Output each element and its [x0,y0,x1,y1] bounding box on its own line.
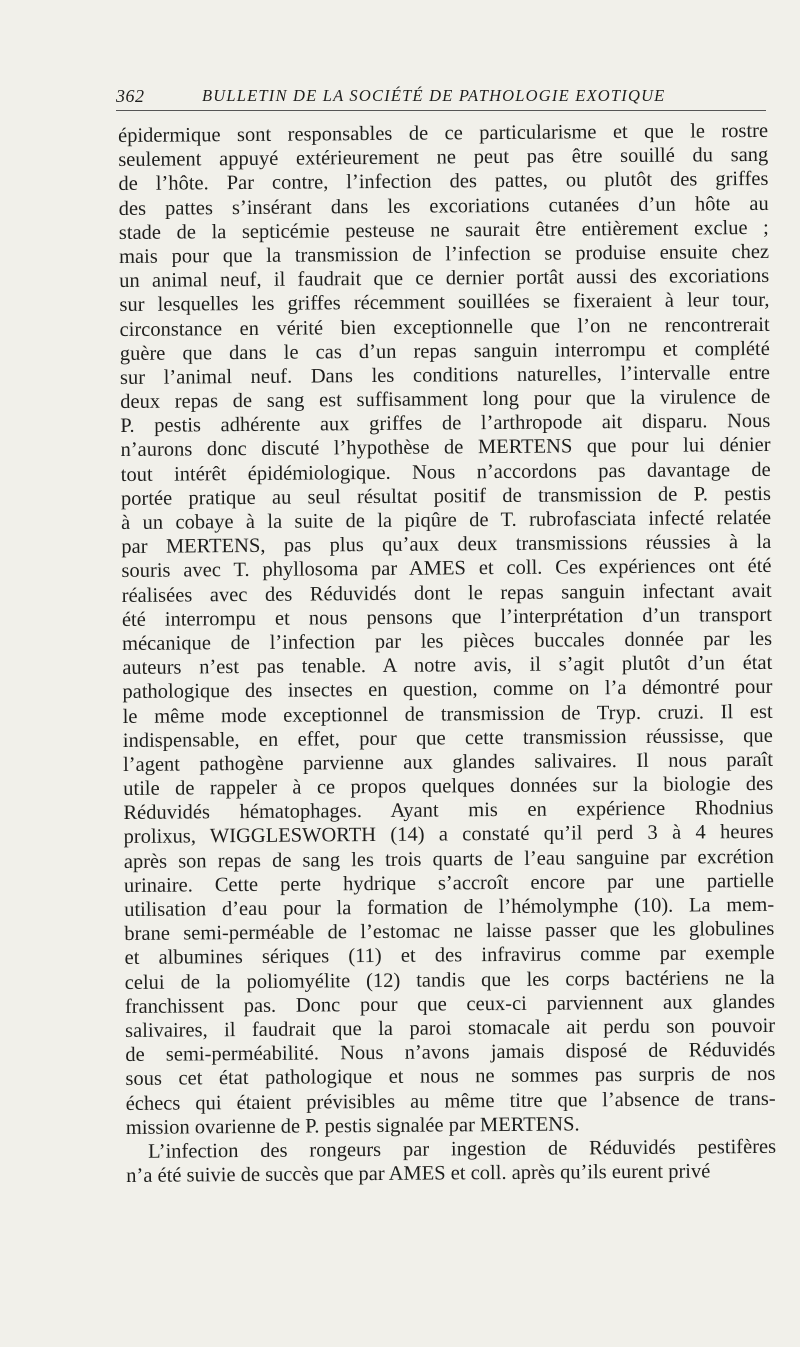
text-line: mécanique de l’infection par les pièces buccales donnée par les [121,627,773,655]
text-line: de semi-perméabilité. Nous n’avons jamais disposé de Réduvidés [125,1038,776,1067]
text-line: franchissent pas. Donc pour que ceux-ci parviennent aux glandes [124,990,775,1018]
text-line: des pattes s’insérant dans les excoriations cutanées d’un hôte au [118,192,769,220]
text-line: stade de la septicémie pesteuse ne saurait être entièrement exclue ; [118,216,769,244]
text-line: guère que dans le cas d’un repas sanguin interrompu et complété [119,337,770,365]
text-line: L’infection des rongeurs par ingestion de Réduvidés pestifères [147,1135,777,1163]
paragraph [126,1135,776,1188]
text-line: et albumines sériques (11) et des infravirus comme par exemple [124,942,775,970]
text-line: après son repas de sang les trois quarts de l’eau sanguine par excrétion [123,845,774,873]
text-line: sous cet état pathologique et nous ne sommes pas surpris de nos [125,1063,776,1091]
text-line: P. pestis adhérente aux griffes de l’arthropode ait disparu. Nous [120,410,771,438]
text-line: utile de rappeler à ce propos quelques données sur la biologie des [123,772,774,801]
text-line: pathologique des insectes en question, comme on l’a démontré pour [122,676,773,704]
text-line: le même mode exceptionnel de transmission de Tryp. cruzi. Il est [122,700,773,728]
text-line: n’aurons donc discuté l’hypothèse de MERTENS que pour lui dénier [120,434,771,462]
article-body [118,119,776,1188]
text-line: salivaires, il faudrait que la paroi stomacale ait perdu son pouvoir [125,1014,776,1042]
text-line: celui de la poliomyélite (12) tandis que les corps bactériens ne la [124,966,775,994]
text-line: portée pratique au seul résultat positif de transmission de P. pestis [120,482,772,510]
journal-title: BULLETIN DE LA SOCIÉTÉ DE PATHOLOGIE EXOTIQUE [202,86,666,105]
paragraph [118,119,776,1140]
text-line: de l’hôte. Par contre, l’infection des pattes, ou plutôt des griffes [118,168,769,196]
text-line: circonstance en vérité bien exceptionnelle que l’on ne rencontrerait [119,313,770,341]
text-line: un animal neuf, il faudrait que ce dernier portât aussi des excoriations [119,265,770,293]
text-line: épidermique sont responsables de ce particularisme et que le rostre [118,119,769,147]
text-line: sur l’animal neuf. Dans les conditions naturelles, l’intervalle entre [119,361,771,389]
text-line: sur lesquelles les griffes récemment souillées se fixeraient à leur tour, [119,289,770,317]
text-line: mais pour que la transmission de l’infection se produise ensuite chez [118,240,770,268]
page-number: 362 [116,86,145,106]
text-line: Réduvidés hématophages. Ayant mis en expérience Rhodnius [123,797,774,825]
text-line: l’agent pathogène parvienne aux glandes salivaires. Il nous paraît [122,748,774,776]
text-line: n’a été suivie de succès que par AMES et coll. après qu’ils eurent privé [126,1160,711,1188]
text-line: par MERTENS, pas plus qu’aux deux transmissions réussies à la [121,531,772,559]
text-line: tout intérêt épidémiologique. Nous n’accordons pas davantage de [120,458,771,486]
text-line: échecs qui étaient prévisibles au même titre que l’absence de trans- [125,1087,776,1115]
text-line: prolixus, WIGGLESWORTH (14) a constaté qu’il perd 3 à 4 heures [123,821,774,849]
text-line: deux repas de sang est suffisamment long pour que la virulence de [120,385,771,414]
text-line: auteurs n’est pas tenable. A notre avis, il s’agit plutôt d’un état [122,652,773,680]
text-line: brane semi-perméable de l’estomac ne laisse passer que les globulines [124,918,775,946]
text-line: utilisation d’eau pour la formation de l’hémolymphe (10). La mem- [124,893,775,921]
text-line: urinaire. Cette perte hydrique s’accroît encore par une partielle [123,869,775,897]
text-line: réalisées avec des Réduvidés dont le repas sanguin infectant avait [121,579,772,607]
text-line: à un cobaye à la suite de la piqûre de T. rubrofasciata infecté relatée [121,506,772,534]
text-line: été interrompu et nous pensons que l’interprétation d’un transport [121,603,772,631]
text-line: souris avec T. phyllosoma par AMES et coll. Ces expériences ont été [121,555,772,583]
text-line: mission ovarienne de P. pestis signalée par MERTENS. [125,1113,580,1139]
text-line: seulement appuyé extérieurement ne peut pas être souillé du sang [118,144,769,172]
running-head [116,82,766,111]
text-line: indispensable, en effet, pour que cette transmission réussisse, que [122,724,773,752]
